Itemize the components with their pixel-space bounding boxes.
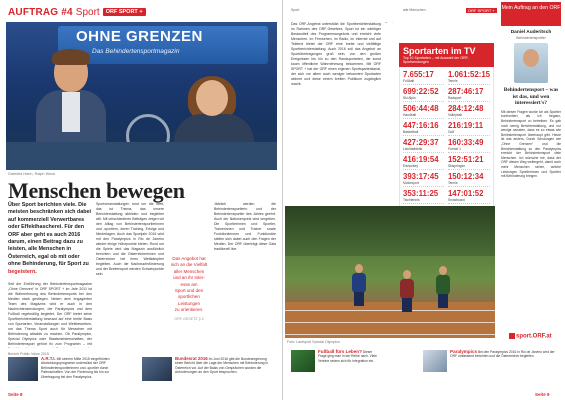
rating-cell: 427:29:37 Leichtathletik	[403, 138, 444, 153]
sidebar-text: Mit diesen Fragen wurde ich als Sportler konfrontiert, als ich begann, Behindertensport zu betreiben. Es gab noch wenig Berichterstattung, und nur wenige wussten, dass es so etwas wie Behindertensport überhaupt gibt. Heute ist das anders. Durch Sendungen wie „Ohne Grenzen“ und die Berichterstattung zu den Paralympics erreicht der Behindertensport viele Menschen. Ich wünsche mir, dass der ORF diesen Weg weitergeht, damit noch mehr Menschen sehen, welche Leistungen Sportlerinnen und Sportler mit Behinderung bringen.	[501, 109, 561, 179]
right-column-1: Das ORF-Angebot unterstützt die Sportberichterstattung im Rahmen des ORF-Gesetzes. Sport ist ein wichtiger Bestandteil des Programmangebots und erreicht viele Menschen. Im Fernsehen, im Radio, im Internet und auf Teletext bietet der ORF eine breite und vielfältige Sportberichterstattung. Auch 2016 soll das Angebot an Sportübertragungen groß sein, von den großen Ereignissen bis hin zu den Randsportarten, die sonst kaum öffentliche Wahrnehmung bekommen. Mit ORF SPORT + hat der ORF einen eigenen Sportspartenkanal, der sich vor allem auch weniger bekannten Sportarten widmet und diese einem breiten Publikum zugänglich macht.	[291, 22, 381, 86]
rating-cell: 147:01:52 Snowboard	[448, 189, 490, 204]
teaser-title: Bundesrat 2016	[175, 356, 208, 361]
sidebar-quote: Behindertensport – was ist das, und wen interessiert's?	[503, 87, 559, 107]
orf-sport-badge: ORF SPORT +	[103, 8, 146, 16]
teaser-title: Fußball fürs Leben?	[318, 349, 362, 354]
body-column-1: Seit der Einführung der Behindertensportmagazine „Ohne Grenzen“ in ORF SPORT + im Jahr 2011 ist die Wahrnehmung des Behindertensports bei den Medien stark gestiegen. Neben dem engagierten Team des Magazins wird er auch in den Nachrichtensendungen, der Paralympics und dem Fußball regelmäßig begleitet. Der ORF bietet seine Sportberichterstattung bewusst auf eine breite Basis von Sportarten, Veranstaltungen und Wettbewerben, um das Thema Sport auch für Menschen mit Behinderung attraktiv zu machen. Ob Paralympics, Special Olympics oder Staatsmeisterschaften, der Behindertensport gehört fix zum Programm – mit	[8, 282, 92, 346]
rating-cell: 699:22:52 Ski Alpin	[403, 87, 444, 102]
sidebar-person-name: Daniel Auderitsch	[510, 30, 552, 35]
studio-photo	[6, 22, 277, 170]
pull-quote-source: ORF-GESETZ § 4	[174, 316, 204, 321]
teaser-item[interactable]: Bundesrat 2016 Im Juni 2016 gibt die Bundesregierung einen Bericht über die Lage der Menschen mit Behinderung in Österreich vor. Auf der Basis von Gesprächen wurden die Anforderungen an den Sport besprochen.	[142, 357, 275, 389]
portrait-photo	[514, 43, 548, 83]
rating-cell: 1.061:52:15 Tennis	[447, 70, 490, 83]
right-page	[283, 0, 565, 400]
sidebar-heading: Mein Auftrag an den ORF	[501, 2, 561, 26]
banner-title: OHNE GRENZEN	[76, 28, 203, 45]
sidebar-mein-auftrag	[501, 2, 561, 348]
runner-figure	[433, 266, 453, 308]
article-lead: Über Sport berichten viele. Die meisten beschränken sich dabei auf kommerziell Verwertbares oder Effekthascherei. Für den ORF aber geht es auch 2016 darum, einen Beitrag dazu zu leisten, alle Menschen in Österreich, egal ob mit oder ohne Behinderung, für Sport zu begeistern.	[8, 202, 91, 275]
teaser-label: Bericht Public Value 2015	[8, 352, 49, 356]
sport-ratings-box	[399, 43, 494, 213]
header-section: Sport	[75, 6, 100, 18]
rating-cell: 150:12:34 Tennis	[448, 172, 490, 187]
runner-figure	[349, 264, 369, 306]
teaser-item[interactable]: A.R.T.I. Mit seinem Mitte 2015 eingeführten Abwicklungsprogramm unterstützt der ORF Behindertensportlerinnen und -sportler durch Patenschaften. Von der Förderung bis hin zur Übertragung bei den Paralympics.	[8, 357, 129, 389]
pull-quote: Das Angebot hat sich an die Vielfalt aller Menschen und an ihr Inter- esse am Sport und den sportlichen Leistungen zu orientieren. ORF-GESETZ § 4	[167, 256, 211, 322]
photo-caption: Foto: Laufsport Special Olympics	[287, 340, 340, 344]
header-title: AUFTRAG #4	[8, 6, 73, 18]
teaser-thumbnail	[142, 357, 172, 381]
ratings-grid	[399, 67, 494, 208]
rating-cell: 7.655:17 Fußball	[403, 70, 444, 85]
rating-cell: 393:17:45 Motorsport	[403, 172, 444, 187]
photo-caption: Gabriela Hahn, Ralph Wnuk	[8, 172, 56, 176]
sport-orf-logo[interactable]: sport.ORF.at	[509, 333, 552, 340]
right-column-2	[385, 22, 397, 23]
ratings-title: Sportarten im TV	[403, 46, 476, 56]
page-header	[8, 6, 146, 18]
sidebar-person-role: Behindertensportler	[516, 36, 546, 40]
page-number: Seite 9	[535, 392, 550, 397]
ratings-header	[399, 43, 494, 67]
rating-cell: 506:44:48 Handball	[403, 104, 444, 119]
teaser-thumbnail	[291, 350, 315, 372]
orf-sport-chip: ORF SPORT +	[468, 8, 495, 13]
teaser-title: Paralympics	[450, 349, 478, 354]
teaser-title: A.R.T.I.	[41, 356, 56, 361]
rating-cell: 216:19:11 Golf	[448, 121, 490, 136]
teaser-thumbnail	[8, 357, 38, 381]
rating-cell: 353:11:25 Tischtennis	[403, 189, 444, 204]
orf-logo-icon	[509, 333, 515, 339]
rating-cell: 160:33:49 Formel 1	[448, 138, 490, 153]
article-headline: Menschen bewegen	[8, 178, 185, 203]
running-photo	[285, 206, 495, 338]
page-number: Seite 8	[8, 392, 23, 397]
ratings-subtitle: Top 10 Sportarten – mit Auswahl der ORF-Sportsendungen	[403, 56, 469, 64]
body-column-2: Sportveranstaltungen rund um die Welt, das ist Thema, das unsere Berichterstattung abbilden und begleiten will. Mit verschiedenen Beiträgen zeigen wir den Alltag von Behindertensportlerinnen und -sportlern, deren Training, Erfolge und Niederlagen. Auch das Sportjahr 2016 wird mit den Paralympics in Rio de Janeiro wieder einige Höhepunkte bieten. Rund um die Spiele wird das Magazin ausführlich berichten und die Österreicherinnen und Österreicher bei ihren Wettkämpfen begleiten. Auch die Nachwuchsförderung und der Breitensport werden Schwerpunkte sein.	[96, 202, 164, 276]
teaser-item[interactable]: Fußball fürs Leben? Dieser Frage ging man in der Reihe nach. Viele Vereine setzen sich für Integration ein.	[291, 350, 378, 388]
studio-desk	[6, 142, 277, 170]
teaser-thumbnail	[423, 350, 447, 372]
banner-subtitle: Das Behindertensportmagazin	[92, 48, 180, 55]
rating-cell: 447:16:16 Basketball	[403, 121, 444, 136]
runner-figure	[397, 270, 417, 312]
rating-cell: 284:12:48 Volleyball	[448, 104, 490, 119]
teaser-item[interactable]: Paralympics Bei den Paralympics 2016 in Rio de Janeiro wird der ORF umfassend berichten und die Österreicher begleiten.	[423, 350, 558, 388]
body-column-3: Jährlich werden die Behindertensportlerin und der Behindertensportler des Jahres geehrt. Auch der Nationenpreis wird vergeben. Die Sportlerinnen und Sportler, Trainerinnen und Trainer sowie Funktionärinnen und Funktionäre stellen sich dabei auch den Fragen der Medien. Der ORF überträgt diese Gala traditionell live.	[214, 202, 276, 251]
rating-cell: 416:19:54 Eishockey	[403, 155, 444, 170]
right-header: Sport alle Menschen ORF SPORT +	[291, 8, 495, 13]
rating-cell: 287:46:17 Radsport	[448, 87, 490, 102]
rating-cell: 152:51:21 Skispringen	[448, 155, 490, 170]
